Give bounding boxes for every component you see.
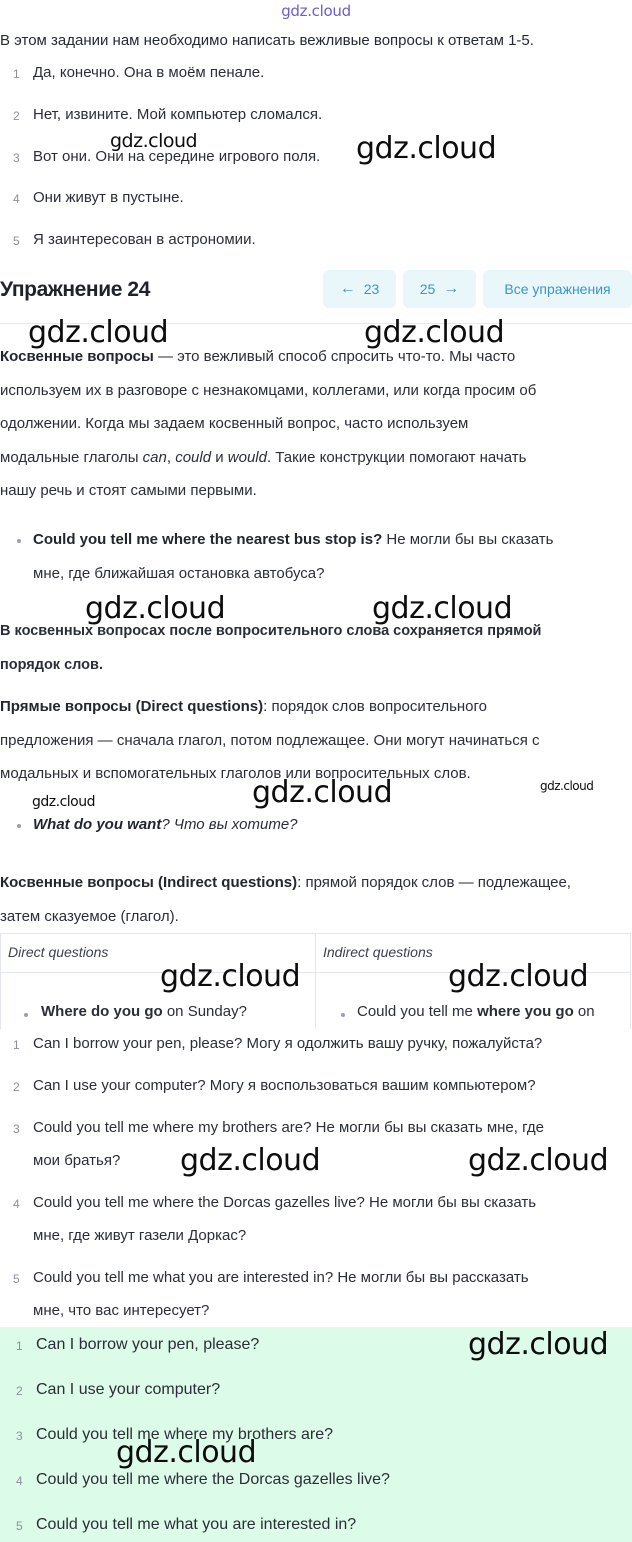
- watermark: gdz.cloud: [28, 315, 169, 350]
- example-translation: Не могли бы вы сказать: [382, 531, 554, 548]
- bullet-icon: [24, 1013, 28, 1017]
- table-text: on: [573, 1003, 595, 1020]
- list-number: 3: [16, 1429, 23, 1443]
- watermark: gdz.cloud: [116, 1435, 257, 1470]
- list-number: 5: [16, 1519, 23, 1533]
- list-text: Could you tell me what you are interested in? Не могли бы вы рассказать: [33, 1269, 529, 1286]
- direct-line: предложения — сначала глагол, потом подлежащее. Они могут начинаться с: [0, 731, 540, 749]
- modal-verb: could: [175, 448, 212, 466]
- example-line: [33, 523, 553, 557]
- list-number: 3: [13, 151, 20, 165]
- example-bullet: [33, 523, 553, 590]
- theory-text: ,: [166, 448, 176, 466]
- indirect-term: Косвенные вопросы (Indirect questions): [0, 874, 298, 891]
- list-text: мои братья?: [33, 1152, 121, 1169]
- example-english: What do you want: [33, 816, 162, 833]
- theory-text: — это вежливый способ спросить что-то. Мы часто: [153, 348, 516, 365]
- watermark: gdz.cloud: [110, 130, 198, 152]
- indirect-line: [0, 866, 571, 900]
- watermark: gdz.cloud: [356, 131, 497, 166]
- direct-line: модальных и вспомогательных глаголов или вопросительных слов.: [0, 765, 471, 782]
- theory-text: . Такие конструкции помогают начать: [266, 448, 527, 466]
- list-text: Can I use your computer? Могу я воспользоваться вашим компьютером?: [33, 1077, 536, 1094]
- table-emphasis: where you go: [477, 1003, 574, 1020]
- watermark: gdz.cloud: [252, 775, 393, 810]
- prev-exercise-label: 23: [363, 281, 380, 297]
- list-text: Could you tell me where the Dorcas gazelles live?: [36, 1471, 390, 1488]
- theory-line: [0, 441, 536, 475]
- watermark: gdz.cloud: [372, 591, 513, 626]
- list-text: Нет, извините. Мой компьютер сломался.: [33, 106, 323, 123]
- all-exercises-button[interactable]: [483, 270, 632, 308]
- rule-line: В косвенных вопросах после вопросительного слова сохраняется прямой: [0, 623, 542, 639]
- list-number: 2: [13, 109, 20, 123]
- direct-line: [0, 690, 539, 724]
- theory-line: нашу речь и стоят самыми первыми.: [0, 482, 257, 499]
- example-english: Could you tell me where the nearest bus stop is?: [33, 531, 383, 548]
- bullet-icon: [17, 824, 21, 828]
- theory-paragraph: [0, 340, 536, 508]
- list-text: Они живут в пустыне.: [33, 189, 184, 206]
- example-translation: ? Что вы хотите?: [161, 816, 298, 833]
- watermark: gdz.cloud: [85, 591, 226, 626]
- indirect-questions-paragraph: [0, 866, 571, 933]
- list-number: 4: [16, 1474, 23, 1488]
- example-bullet: [33, 808, 298, 842]
- list-text: Could you tell me what you are interested in?: [36, 1516, 357, 1533]
- list-text: Could you tell me where the Dorcas gazelles live? Не могли бы вы сказать: [33, 1194, 537, 1211]
- list-number: 4: [13, 1197, 20, 1211]
- theory-text: модальные глаголы: [0, 448, 143, 466]
- prev-exercise-button[interactable]: [323, 270, 396, 308]
- task-intro: В этом задании нам необходимо написать вежливые вопросы к ответам 1-5.: [0, 32, 534, 49]
- list-text: Да, конечно. Она в моём пенале.: [33, 64, 265, 81]
- table-header-direct: Direct questions: [8, 944, 109, 960]
- next-exercise-label: 25: [419, 281, 436, 297]
- next-exercise-button[interactable]: [403, 270, 476, 308]
- list-number: 5: [13, 1272, 20, 1286]
- list-text: Я заинтересован в астрономии.: [33, 231, 256, 248]
- table-cell-direct: [41, 1003, 247, 1020]
- watermark: gdz.cloud: [468, 1327, 609, 1362]
- list-text: мне, где живут газели Доркас?: [33, 1227, 247, 1244]
- modal-verb: would: [227, 448, 267, 466]
- watermark: gdz.cloud: [364, 315, 505, 350]
- list-text: Can I borrow your pen, please?: [36, 1336, 260, 1353]
- list-number: 1: [16, 1339, 23, 1353]
- list-text: Вот они. Они на середине игрового поля.: [33, 148, 321, 165]
- watermark: gdz.cloud: [180, 1143, 321, 1178]
- watermark: gdz.cloud: [160, 959, 301, 994]
- table-emphasis: Where do you go: [41, 1003, 163, 1020]
- rule-line: порядок слов.: [0, 656, 103, 673]
- table-text: on Sunday?: [162, 1003, 247, 1020]
- table-header-indirect: Indirect questions: [323, 944, 433, 960]
- theory-line: используем их в разговоре с незнакомцами, коллегами, или когда просим об: [0, 381, 537, 399]
- direct-term: Прямые вопросы (Direct questions): [0, 698, 264, 715]
- all-exercises-label: Все упражнения: [504, 281, 611, 297]
- watermark: gdz.cloud: [448, 959, 589, 994]
- list-number: 1: [13, 67, 20, 81]
- example-line: мне, где ближайшая остановка автобуса?: [33, 564, 325, 582]
- table-cell-indirect: [357, 1003, 595, 1020]
- list-number: 5: [13, 234, 20, 248]
- list-number: 4: [13, 192, 20, 206]
- list-text: Could you tell me where my brothers are?: [36, 1426, 334, 1443]
- indirect-line: затем сказуемое (глагол).: [0, 907, 179, 925]
- watermark: gdz.cloud: [32, 794, 95, 810]
- arrow-right-icon: →: [443, 280, 460, 297]
- list-text: мне, что вас интересует?: [33, 1302, 210, 1319]
- site-watermark-top: gdz.cloud: [281, 2, 351, 20]
- bullet-icon: [17, 539, 21, 543]
- theory-line: одолжении. Когда мы задаем косвенный вопрос, часто используем: [0, 415, 469, 432]
- table-text: Could you tell me: [357, 1003, 478, 1020]
- theory-term: Косвенные вопросы: [0, 348, 154, 365]
- theory-text: и: [211, 448, 228, 466]
- watermark: gdz.cloud: [468, 1143, 609, 1178]
- list-number: 2: [13, 1080, 20, 1094]
- exercise-title: Упражнение 24: [0, 278, 150, 301]
- arrow-left-icon: ←: [339, 280, 356, 297]
- watermark: gdz.cloud: [540, 779, 594, 793]
- list-text: Could you tell me where my brothers are? Не могли бы вы сказать мне, где: [33, 1119, 544, 1136]
- list-text: Can I use your computer?: [36, 1381, 221, 1398]
- list-number: 1: [13, 1038, 20, 1052]
- list-number: 3: [13, 1122, 20, 1136]
- list-number: 2: [16, 1384, 23, 1398]
- direct-text: : порядок слов вопросительного: [263, 698, 487, 715]
- modal-verb: can: [142, 448, 167, 466]
- list-text: Can I borrow your pen, please? Могу я одолжить вашу ручку, пожалуйста?: [33, 1035, 543, 1052]
- bullet-icon: [341, 1013, 345, 1017]
- indirect-text: : прямой порядок слов — подлежащее,: [297, 874, 571, 891]
